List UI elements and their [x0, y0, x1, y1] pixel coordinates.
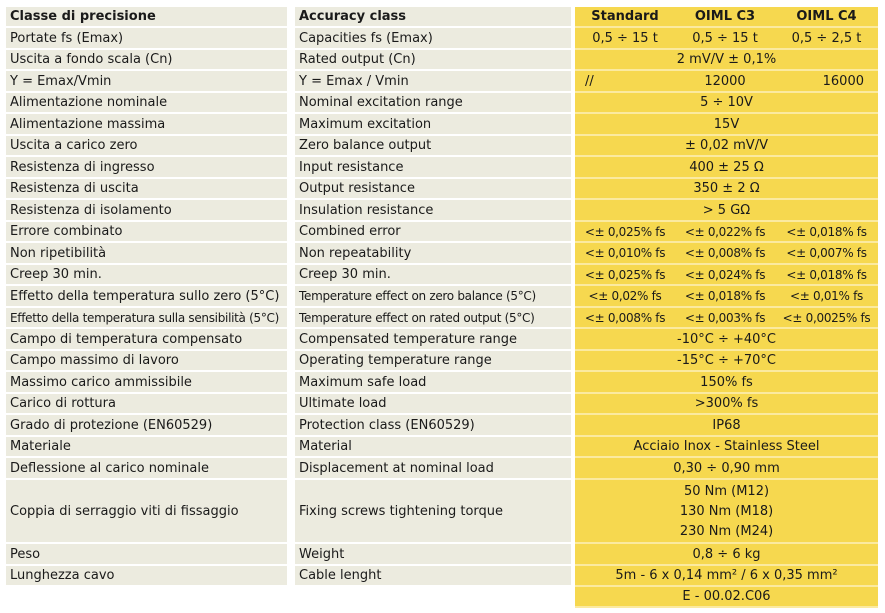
- en-label: Combined error: [295, 222, 571, 243]
- en-label: Accuracy class: [295, 7, 571, 28]
- cable-value: 5m - 6 x 0,14 mm² / 6 x 0,35 mm²: [575, 566, 878, 587]
- en-label: Compensated temperature range: [295, 329, 571, 351]
- document-code: E - 00.02.C06: [575, 587, 878, 608]
- ultimate-load-value: >300% fs: [575, 394, 878, 415]
- en-label: Protection class (EN60529): [295, 415, 571, 437]
- max-excitation-value: 15V: [575, 114, 878, 136]
- output-resistance-value: 350 ± 2 Ω: [575, 179, 878, 200]
- value-cell: 50 Nm (M12): [683, 483, 770, 499]
- it-label: Lunghezza cavo: [6, 566, 287, 587]
- value-cell: <± 0,01% fs: [789, 289, 864, 303]
- it-label: Uscita a carico zero: [6, 136, 287, 157]
- en-label: Y = Emax / Vmin: [295, 71, 571, 93]
- value-cell: 230 Nm (M24): [679, 523, 774, 539]
- it-label: Classe di precisione: [6, 7, 287, 28]
- rated-output-value: 2 mV/V ± 0,1%: [575, 50, 878, 71]
- value-cell: <± 0,010% fs: [584, 246, 666, 260]
- nominal-excitation-value: 5 ÷ 10V: [575, 93, 878, 114]
- en-label: Maximum safe load: [295, 372, 571, 394]
- it-label: Alimentazione massima: [6, 114, 287, 136]
- value-cell: <± 0,018% fs: [684, 289, 766, 303]
- value-cell: 0,5 ÷ 15 t: [592, 30, 658, 46]
- english-label-column: [295, 7, 571, 587]
- insulation-resistance-value: > 5 GΩ: [575, 200, 878, 222]
- en-label: Fixing screws tightening torque: [295, 480, 571, 544]
- it-label: Resistenza di isolamento: [6, 200, 287, 222]
- accuracy-class-header: [575, 7, 878, 28]
- input-resistance-value: 400 ± 25 Ω: [575, 157, 878, 179]
- zero-balance-value: ± 0,02 mV/V: [575, 136, 878, 157]
- torque-values: [575, 480, 878, 544]
- it-label: Creep 30 min.: [6, 265, 287, 286]
- max-safe-load-value: 150% fs: [575, 372, 878, 394]
- compensated-range-value: -10°C ÷ +40°C: [575, 329, 878, 351]
- en-label: Material: [295, 437, 571, 458]
- en-label: Non repeatability: [295, 243, 571, 265]
- en-label: Maximum excitation: [295, 114, 571, 136]
- it-label: Massimo carico ammissibile: [6, 372, 287, 394]
- en-label: Rated output (Cn): [295, 50, 571, 71]
- it-label: Materiale: [6, 437, 287, 458]
- it-label: Portate fs (Emax): [6, 28, 287, 50]
- it-label: Non ripetibilità: [6, 243, 287, 265]
- en-label: Ultimate load: [295, 394, 571, 415]
- standard-header: Standard: [591, 9, 659, 24]
- en-label: Weight: [295, 544, 571, 566]
- it-label: Peso: [6, 544, 287, 566]
- it-label: Campo massimo di lavoro: [6, 351, 287, 372]
- en-label: Temperature effect on zero balance (5°C): [295, 286, 571, 308]
- oiml-c4-header: OIML C4: [796, 9, 857, 24]
- values-column: [575, 7, 878, 608]
- material-value: Acciaio Inox - Stainless Steel: [575, 437, 878, 458]
- value-cell: 12000: [704, 73, 746, 89]
- italian-label-column: [6, 7, 287, 587]
- weight-value: 0,8 ÷ 6 kg: [575, 544, 878, 566]
- value-cell: <± 0,02% fs: [588, 289, 662, 303]
- it-label: Resistenza di uscita: [6, 179, 287, 200]
- en-label: Nominal excitation range: [295, 93, 571, 114]
- en-label: Temperature effect on rated output (5°C): [295, 308, 571, 329]
- operating-range-value: -15°C ÷ +70°C: [575, 351, 878, 372]
- en-label: Insulation resistance: [295, 200, 571, 222]
- en-label: Cable lenght: [295, 566, 571, 587]
- value-cell: <± 0,025% fs: [584, 267, 666, 282]
- combined-error-values: [575, 222, 878, 243]
- temp-output-values: [575, 308, 878, 329]
- value-cell: <± 0,018% fs: [786, 267, 867, 282]
- it-label: Carico di rottura: [6, 394, 287, 415]
- it-label: Y = Emax/Vmin: [6, 71, 287, 93]
- en-label: Input resistance: [295, 157, 571, 179]
- value-cell: <± 0,022% fs: [684, 224, 766, 239]
- capacities-values: [575, 28, 878, 50]
- creep-values: [575, 265, 878, 286]
- value-cell: <± 0,025% fs: [584, 224, 666, 239]
- it-label: Deflessione al carico nominale: [6, 458, 287, 480]
- value-cell: 16000: [822, 73, 864, 89]
- value-cell: <± 0,024% fs: [684, 267, 766, 282]
- en-label: Zero balance output: [295, 136, 571, 157]
- temp-zero-values: [575, 286, 878, 308]
- value-cell: //: [585, 73, 594, 89]
- en-label: Displacement at nominal load: [295, 458, 571, 480]
- y-ratio-values: [575, 71, 878, 93]
- en-label: Capacities fs (Emax): [295, 28, 571, 50]
- it-label: Coppia di serraggio viti di fissaggio: [6, 480, 287, 544]
- it-label: Errore combinato: [6, 222, 287, 243]
- value-cell: <± 0,008% fs: [684, 246, 766, 260]
- oiml-c3-header: OIML C3: [694, 9, 756, 24]
- value-cell: 130 Nm (M18): [679, 503, 774, 519]
- value-cell: <± 0,018% fs: [786, 224, 867, 239]
- it-label: Uscita a fondo scala (Cn): [6, 50, 287, 71]
- displacement-value: 0,30 ÷ 0,90 mm: [575, 458, 878, 480]
- it-label: Campo di temperatura compensato: [6, 329, 287, 351]
- it-label: Resistenza di ingresso: [6, 157, 287, 179]
- value-cell: <± 0,008% fs: [584, 310, 666, 325]
- it-label: Effetto della temperatura sullo zero (5°C): [6, 286, 287, 308]
- en-label: Output resistance: [295, 179, 571, 200]
- value-cell: <± 0,0025% fs: [782, 310, 871, 325]
- protection-value: IP68: [575, 415, 878, 437]
- value-cell: <± 0,007% fs: [786, 246, 867, 260]
- non-repeatability-values: [575, 243, 878, 265]
- it-label: Grado di protezione (EN60529): [6, 415, 287, 437]
- value-cell: <± 0,003% fs: [684, 310, 766, 325]
- it-label: Alimentazione nominale: [6, 93, 287, 114]
- value-cell: 0,5 ÷ 15 t: [692, 30, 758, 46]
- en-label: Creep 30 min.: [295, 265, 571, 286]
- it-label: Effetto della temperatura sulla sensibilità (5°C): [6, 308, 287, 329]
- en-label: Operating temperature range: [295, 351, 571, 372]
- value-cell: 0,5 ÷ 2,5 t: [791, 30, 862, 46]
